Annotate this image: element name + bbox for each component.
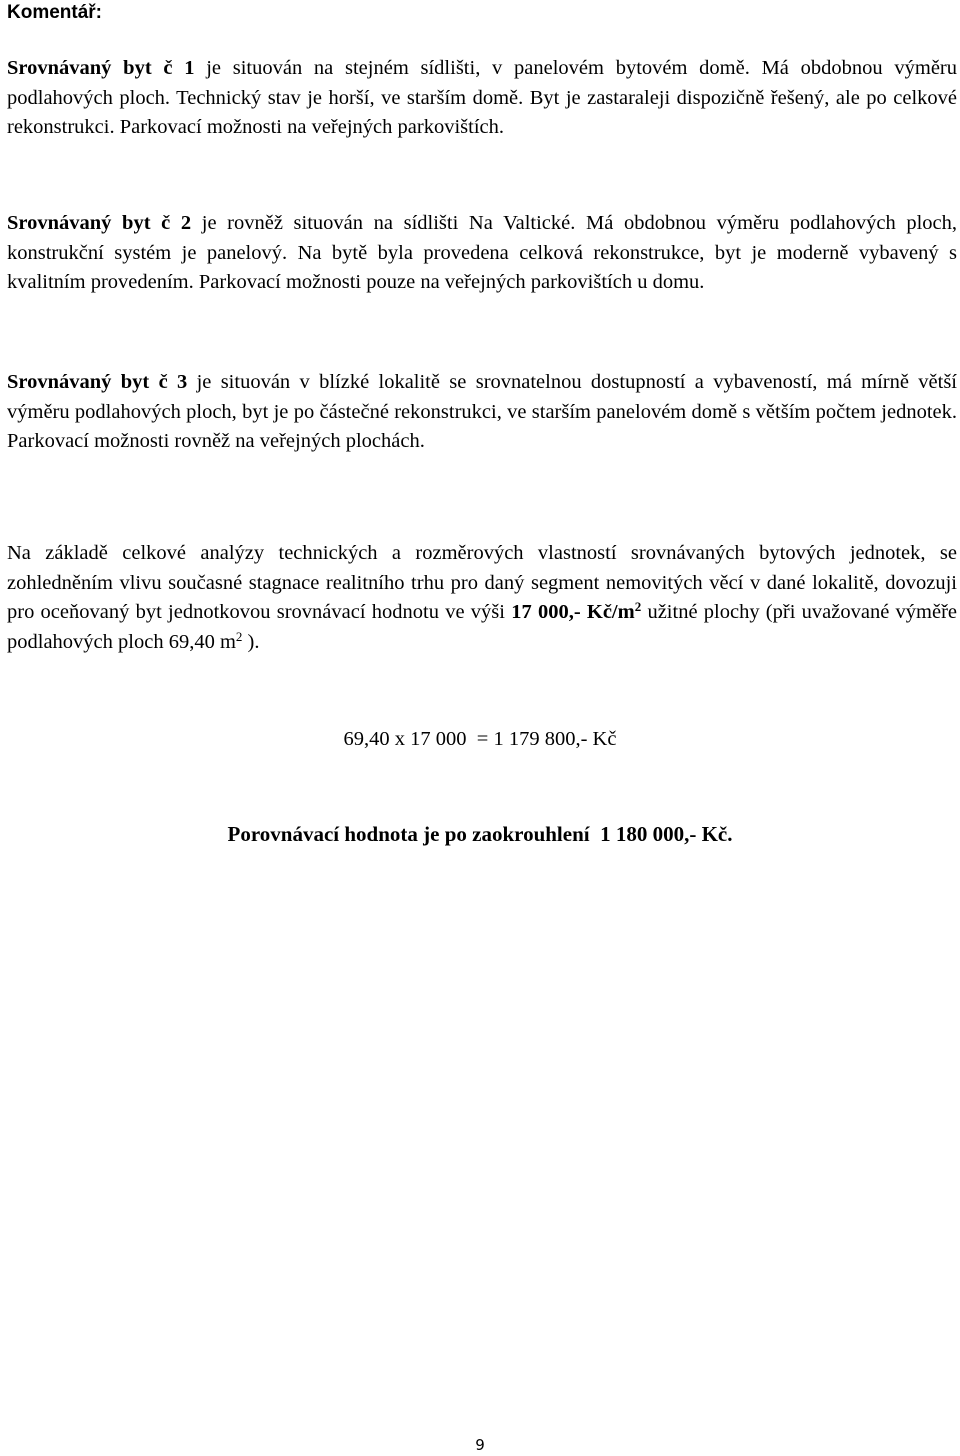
comparable-3-paragraph bbox=[7, 368, 957, 457]
comparable-3-text: je situován v blízké lokalitě se srovnatelnou dostupností a vybaveností, má mírně větší výměru podlahových ploch, byt je po částečné rekonstrukci, ve starším panelovém domě s větším počtem jednotek. Parkovací možnosti rovněž na veřejných plochách. bbox=[7, 371, 957, 452]
calculation-line: 69,40 x 17 000 = 1 179 800,- Kč bbox=[343, 728, 617, 750]
conclusion-paragraph bbox=[7, 539, 957, 657]
conclusion-text-middle: užitné plochy (při uvažované výměře podlahových ploch 69,40 m bbox=[7, 601, 957, 653]
final-value-statement: Porovnávací hodnota je po zaokrouhlení 1 180 000,- Kč. bbox=[227, 822, 733, 846]
area-superscript: 2 bbox=[235, 628, 243, 644]
comparable-2-text: je rovněž situován na sídlišti Na Valtické. Má obdobnou výměru podlahových ploch, konstrukční systém je panelový. Na bytě byla provedena celková rekonstrukce, byt je moderně vybavený s kvalitním provedením. Parkovací možnosti pouze na veřejných parkovištích u domu. bbox=[7, 212, 957, 293]
comparable-2-paragraph bbox=[7, 209, 957, 298]
comparable-1-label: Srovnávaný byt č 1 bbox=[7, 57, 195, 79]
conclusion-text-before: Na základě celkové analýzy technických a rozměrových vlastností srovnávaných bytových jednotek, se zohledněním vlivu současné stagnace realitního trhu pro daný segment nemovitých věcí v dané lokalitě, dovozuji pro oceňovaný byt jednotkovou srovnávací hodnotu ve výši bbox=[7, 542, 957, 623]
comparable-3-label: Srovnávaný byt č 3 bbox=[7, 371, 188, 393]
comparable-1-text: je situován na stejném sídlišti, v panelovém bytovém domě. Má obdobnou výměru podlahových ploch. Technický stav je horší, ve starším domě. Byt je zastaraleji dispozičně řešený, ale po celkové rekonstrukci. Parkovací možnosti na veřejných parkovištích. bbox=[7, 57, 957, 138]
unit-value-superscript: 2 bbox=[634, 599, 642, 614]
comment-heading: Komentář: bbox=[7, 2, 103, 23]
comparable-2-label: Srovnávaný byt č 2 bbox=[7, 212, 192, 234]
unit-value: 17 000,- Kč/m bbox=[511, 601, 635, 623]
page-number: 9 bbox=[475, 1436, 485, 1454]
conclusion-text-after: ). bbox=[242, 630, 260, 653]
comparable-1-paragraph bbox=[7, 54, 957, 143]
